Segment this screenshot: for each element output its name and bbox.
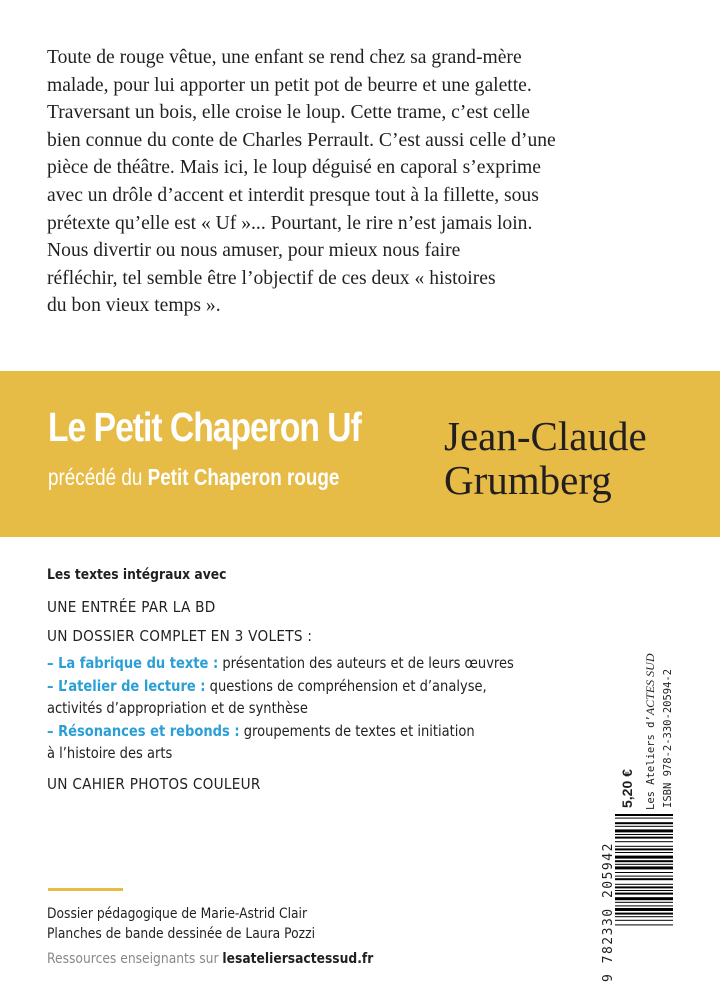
barcode-bar [615,814,673,816]
barcode-bar [615,897,673,900]
barcode-digits: 9 782330 205942 [601,842,616,982]
book-title: Le Petit Chaperon Uf [48,404,361,450]
barcode-bar [615,924,673,925]
item-label: L’atelier de lecture : [58,677,206,695]
blurb-line: Toute de rouge vêtue, une enfant se rend chez sa grand-mère [47,47,522,68]
barcode-bar [615,884,673,885]
credit-planches: Planches de bande dessinée de Laura Pozzi [47,926,316,942]
barcode-bar [615,878,673,880]
barcode-bar [615,876,673,877]
item-continuation: activités d’appropriation et de synthèse [47,699,308,717]
blurb-line: pièce de théâtre. Mais ici, le loup déguisé en caporal s’exprime [47,157,541,179]
barcode-bar [615,860,673,862]
item-text: présentation des auteurs et de leurs œuvres [218,654,514,672]
barcode-bar [615,893,673,895]
publisher-name: ACTES SUD [643,653,657,716]
item-label: La fabrique du texte : [58,654,219,672]
blurb-line: malade, pour lui apporter un petit pot de beurre et une galette. [47,74,532,96]
barcode-bar [615,920,673,921]
item-text: questions de compréhension et d’analyse, [205,677,487,695]
item-continuation: à l’histoire des arts [47,744,173,762]
barcode-bar [615,886,673,888]
resources-url: lesateliersactessud.fr [222,951,374,967]
barcode-bar [615,890,673,891]
barcode-bar [615,905,673,906]
publisher-label [643,654,658,811]
resources-prefix: Ressources enseignants sur [47,951,223,967]
blurb-line: du bon vieux temps ». [47,295,221,317]
dossier-item [47,675,487,719]
blurb-line: Traversant un bois, elle croise le loup. Cette trame, c’est celle [47,102,530,124]
blurb-line: réfléchir, tel semble être l’objectif de ces deux « histoires [47,267,496,289]
barcode-bar [615,822,673,824]
blurb-line: prétexte qu’elle est « Uf »... Pourtant, le rire n’est jamais loin. [47,212,533,234]
author-first-name: Jean-Claude [444,413,647,459]
credit-dossier: Dossier pédagogique de Marie-Astrid Clair [47,906,308,922]
resources-line [47,951,373,967]
isbn-label: ISBN 978-2-330-20594-2 [662,668,674,808]
barcode-bar [615,829,673,832]
divider-rule [48,888,123,891]
item-label: Résonances et rebonds : [58,722,240,740]
barcode-bar [615,872,673,873]
blurb-line: bien connue du conte de Charles Perrault. C’est aussi celle d’une [47,129,556,151]
collection-name: Les Ateliers d’ [645,715,657,810]
dossier-item [47,720,475,764]
barcode-bar [615,834,673,835]
author-last-name: Grumberg [444,457,612,503]
back-cover-blurb [47,44,677,320]
contents-dossier: UN DOSSIER COMPLET EN 3 VOLETS : [47,627,313,645]
blurb-line: Nous divertir ou nous amuser, pour mieux nous faire [47,240,461,262]
dossier-item [47,652,514,674]
author-name [444,414,647,502]
item-text: groupements de textes et initiation [239,722,475,740]
item-dash: – [47,654,59,672]
barcode-bar [615,913,673,915]
price-label: 5,20 € [619,769,635,808]
barcode-bar [615,818,673,819]
blurb-line: avec un drôle d’accent et interdit presque tout à la fillette, sous [47,184,539,206]
barcode-bar [615,866,673,869]
barcode-bar [615,826,673,827]
item-dash: – [47,677,59,695]
subtitle-prefix: précédé du [48,464,148,490]
barcode-bar [615,852,673,853]
barcode-bar [615,916,673,917]
barcode-bar [615,837,673,839]
item-dash: – [47,722,59,740]
contents-entry: UNE ENTRÉE PAR LA BD [47,598,216,616]
book-subtitle [48,462,339,492]
barcode-bar [615,902,673,903]
subtitle-bold: Petit Chaperon rouge [147,464,340,490]
barcode-bar [615,848,673,850]
barcode-bar [615,908,673,911]
barcode-bar [615,846,673,847]
barcode-bar [615,841,673,842]
contents-intro: Les textes intégraux avec [47,567,227,583]
barcode-bar [615,864,673,865]
contents-cahier: UN CAHIER PHOTOS COULEUR [47,775,261,793]
barcode-bar [615,856,673,859]
